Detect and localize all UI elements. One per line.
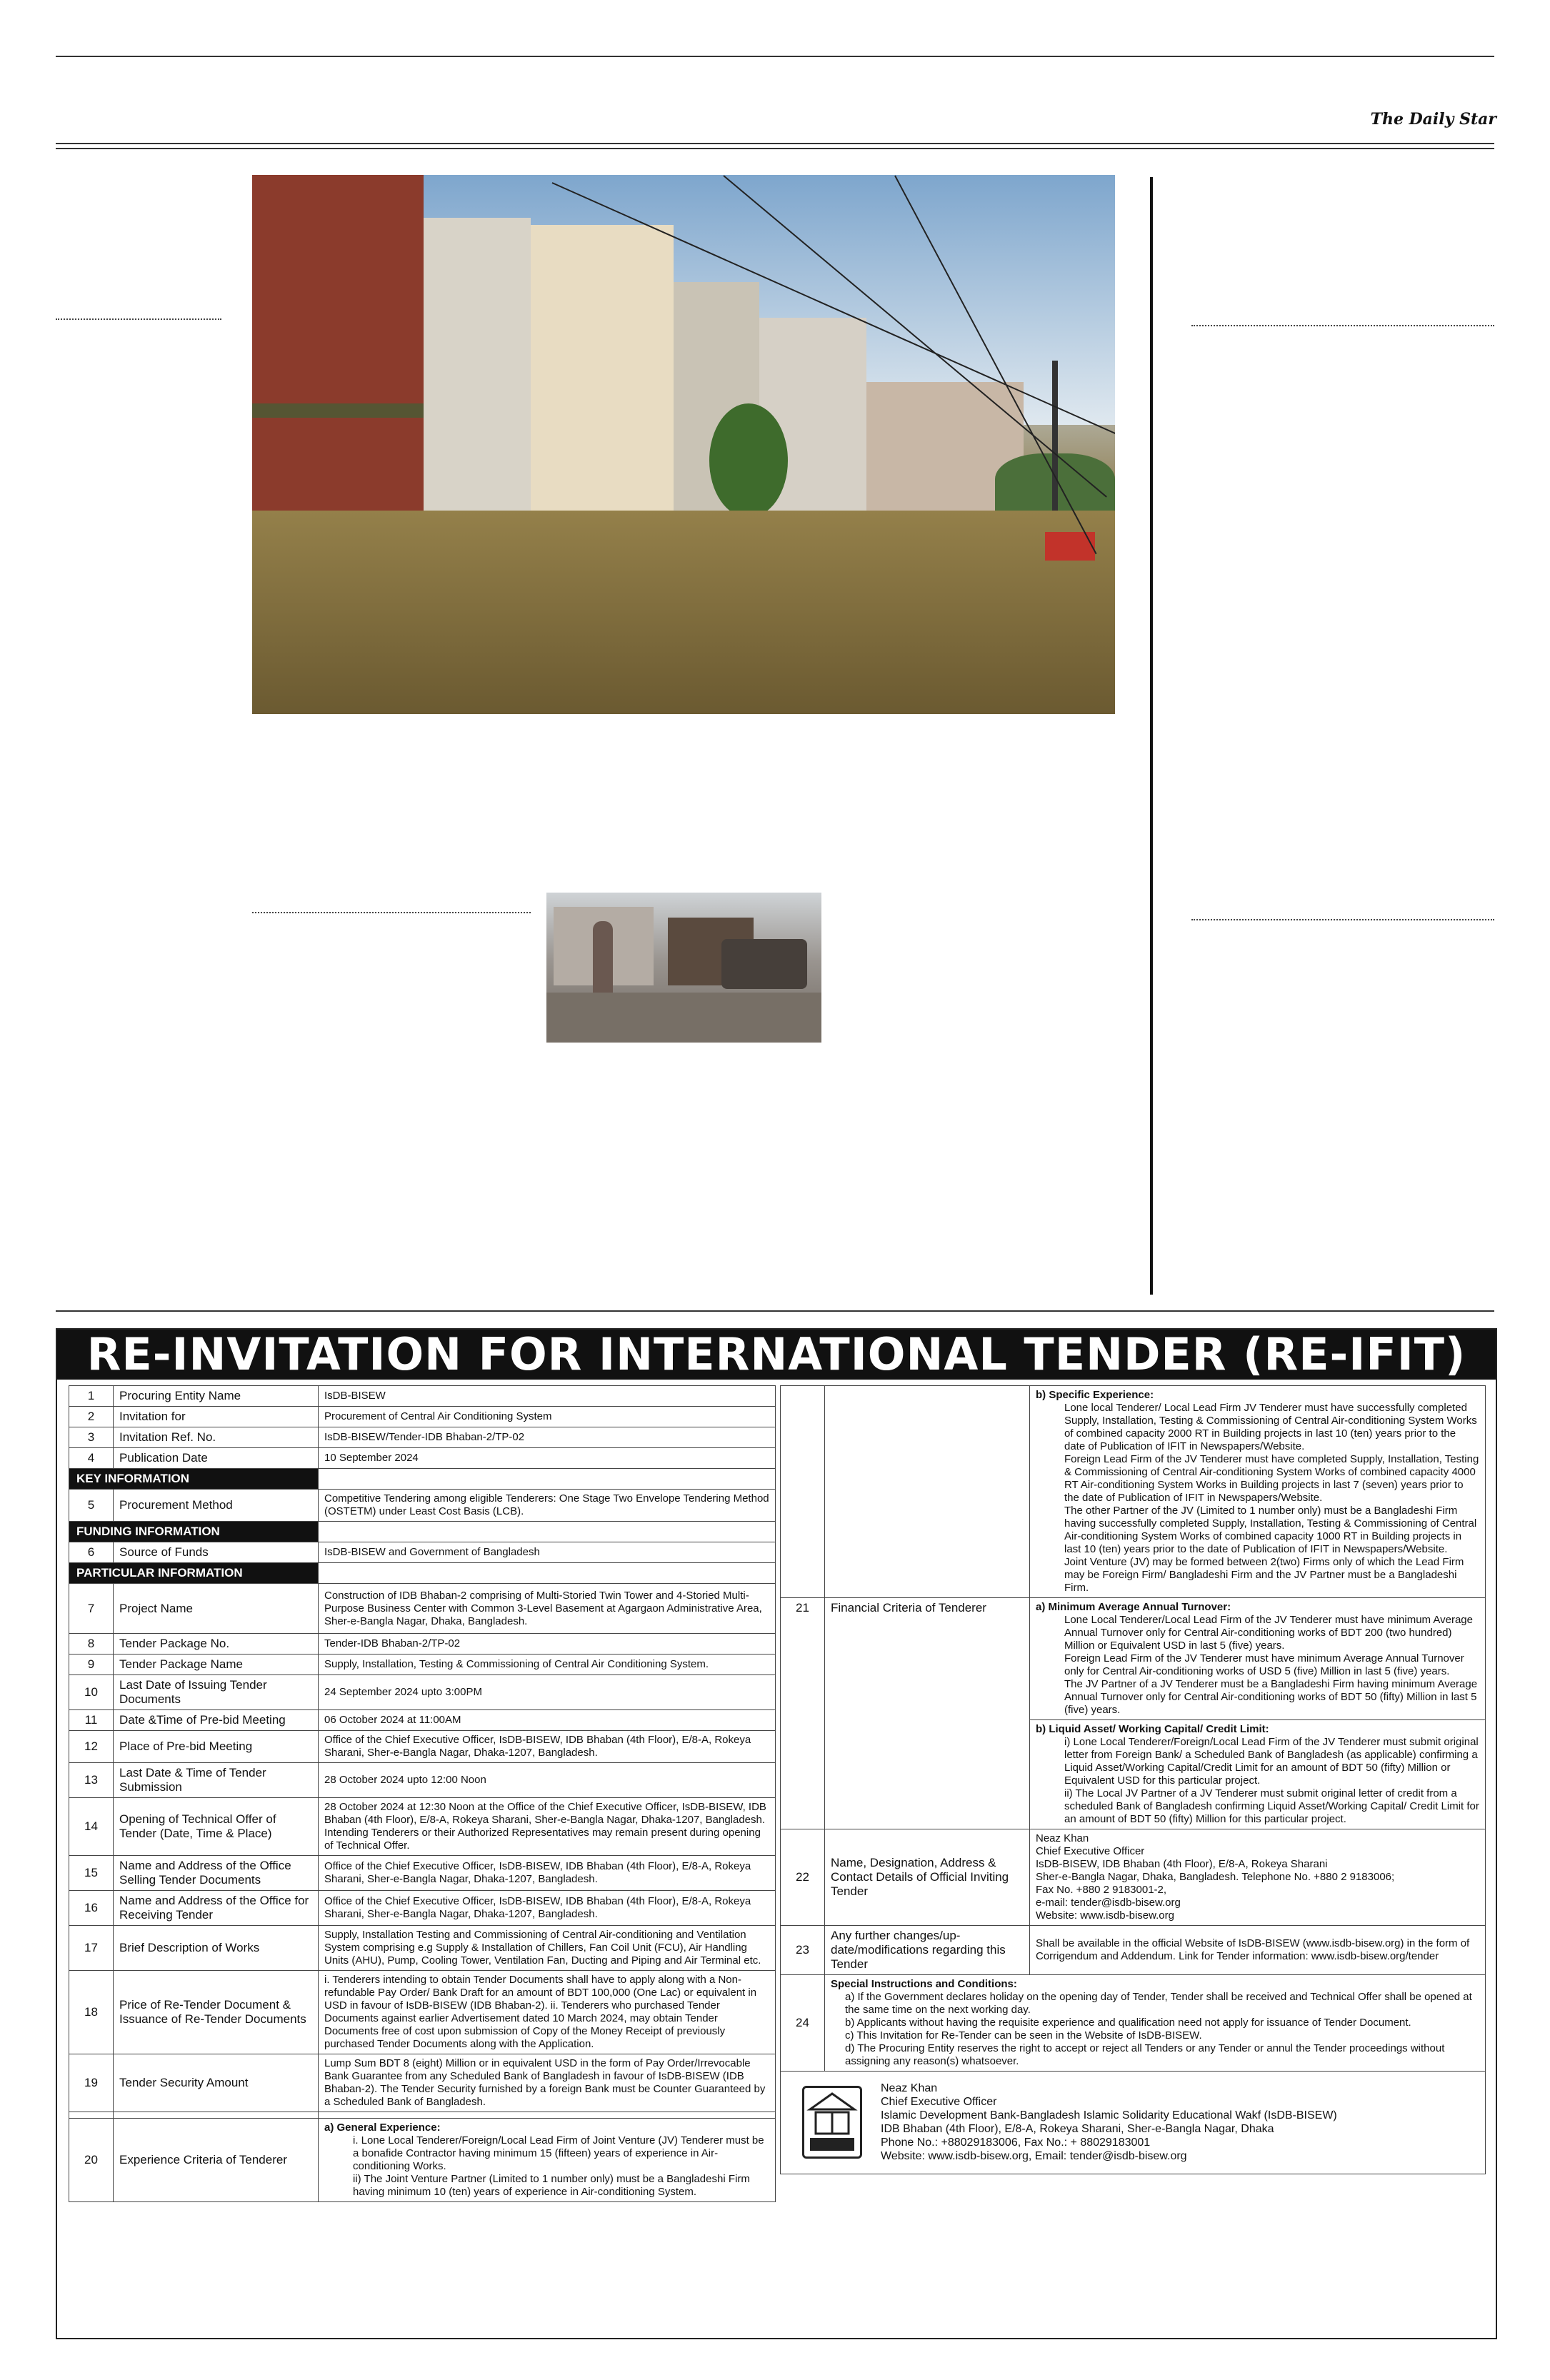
row-label: Last Date of Issuing Tender Documents (114, 1675, 319, 1710)
row-number: 16 (69, 1891, 114, 1926)
table-row (69, 1490, 776, 1522)
contact-line: Fax No. +880 2 9183001-2, (1036, 1884, 1167, 1896)
row-value: 06 October 2024 at 11:00AM (319, 1710, 776, 1731)
row-value: Competitive Tendering among eligible Tenderers: One Stage Two Envelope Tendering Method (OSTETM) under Least Cost Basis (LCB). (319, 1490, 776, 1522)
row-value (319, 2112, 776, 2119)
section-title: FUNDING INFORMATION (69, 1522, 319, 1542)
row-number: 5 (69, 1490, 114, 1522)
specific-experience-2: Foreign Lead Firm of the JV Tenderer must have completed Supply, Installation, Testing & Commissioning of Central Air-conditioning System Works of combined capacity 4000 RT Air-conditioning System Works in Building projects in last 7 (seven) years prior to the date of Publication of IFIT in Newspapers/Website. (1064, 1453, 1479, 1504)
vertical-column-rule (1150, 177, 1153, 1295)
row-number: 7 (69, 1584, 114, 1634)
row-value: 28 October 2024 at 12:30 Noon at the Office of the Chief Executive Officer, IsDB-BISEW, IDB Bhaban (4th Floor), E/8-A, Rokeya Sharani, Sher-e-Bangla Nagar, Dhaka-1207, Bangladesh. Intending Tenderers or their Authorized Representatives may remain present during opening of Technical Offer. (319, 1798, 776, 1856)
row-label: Source of Funds (114, 1542, 319, 1563)
row-number: 17 (69, 1926, 114, 1971)
table-row (69, 2112, 776, 2119)
row-label (825, 1386, 1030, 1598)
row-number: 20 (69, 2119, 114, 2202)
row-number: 23 (781, 1926, 825, 1975)
logo-book-icon (804, 2088, 860, 2156)
table-row (69, 1891, 776, 1926)
liquid-asset-1: i) Lone Local Tenderer/Foreign/Local Lead Firm of the JV Tenderer must submit original letter from Foreign Bank/ a Scheduled Bank of Bangladesh (as applicable) confirming a Liquid Asset/Working Capital/Credit Limit for an amount of BDT 50 (fifty) Million or Equivalent USD for this particular project. (1064, 1736, 1479, 1787)
contact-line: Sher-e-Bangla Nagar, Dhaka, Bangladesh. Telephone No. +880 2 9183006; (1036, 1871, 1395, 1883)
row-label: Invitation Ref. No. (114, 1427, 319, 1448)
row-label: Financial Criteria of Tenderer (825, 1598, 1030, 1829)
row-label: Name and Address of the Office for Receiving Tender (114, 1891, 319, 1926)
section-spacer (319, 1563, 776, 1584)
row-label: Price of Re-Tender Document & Issuance of Re-Tender Documents (114, 1971, 319, 2054)
table-row (69, 1856, 776, 1891)
row-value: 10 September 2024 (319, 1448, 776, 1469)
photo-small-debris (546, 993, 821, 1043)
row-value (1030, 1598, 1486, 1829)
table-row (69, 1427, 776, 1448)
table-row (69, 1731, 776, 1763)
section-title: PARTICULAR INFORMATION (69, 1563, 319, 1584)
signatory-name: Neaz Khan (881, 2082, 938, 2094)
row-label: Name and Address of the Office Selling Tender Documents (114, 1856, 319, 1891)
row-value: i. Tenderers intending to obtain Tender Documents shall have to apply along with a Non-refundable Pay Order/ Bank Draft for an amount of BDT 100,000 (One Lac) or equivalent in USD in favour of IsDB-BISEW (IDB Bhaban-2). ii. Tenderers who purchased Tender Documents against earlier Advertisement dated 10 March 2024, may obtain Tender Documents free of cost upon submission of Copy of the Money Receipt of previously purchased Tender Documents along with the Application. (319, 1971, 776, 2054)
masthead-rule-bottom (56, 148, 1494, 149)
table-row (69, 1675, 776, 1710)
flooded-street-photo (252, 175, 1115, 714)
table-row (69, 1542, 776, 1563)
photo-house-2 (424, 218, 531, 525)
photo-floodwater (252, 511, 1115, 714)
liquid-asset-2: ii) The Local JV Partner of a JV Tenderer must submit original letter of credit from a scheduled Bank of Bangladesh confirming Liquid Asset/Working Capital/ Credit Limit for an amount of BDT 50 (fifty) Million for this particular project. (1064, 1787, 1479, 1825)
row-label: Publication Date (114, 1448, 319, 1469)
turnover-2: Foreign Lead Firm of the JV Tenderer must have minimum Average Annual Turnover only for Central Air-conditioning works of USD 5 (five) Million in last 5 (five) years. (1064, 1652, 1464, 1677)
organization-address: IDB Bhaban (4th Floor), E/8-A, Rokeya Sharani, Sher-e-Bangla Nagar, Dhaka (881, 2123, 1274, 2135)
turnover-heading: a) Minimum Average Annual Turnover: (1036, 1601, 1231, 1613)
table-row (69, 1448, 776, 1469)
liquid-asset-heading: b) Liquid Asset/ Working Capital/ Credit Limit: (1036, 1723, 1269, 1735)
row-number: 21 (781, 1598, 825, 1829)
specific-experience-1: Lone local Tenderer/ Local Lead Firm JV Tenderer must have successfully completed Supply, Installation, Testing & Commissioning of Central Air-conditioning System Works of combined capacity 2000 RT in Building projects in last 10 (ten) years prior to the date of Publication of IFIT in Newspapers/Website. (1064, 1402, 1477, 1452)
contact-line: Neaz Khan (1036, 1832, 1089, 1844)
right-column-divider-1 (1191, 325, 1494, 326)
row-number: 2 (69, 1407, 114, 1427)
photo-house-3 (531, 225, 674, 525)
table-row (781, 1975, 1486, 2072)
row-label: Tender Package No. (114, 1634, 319, 1655)
special-instructions (825, 1975, 1486, 2072)
row-value: Procurement of Central Air Conditioning System (319, 1407, 776, 1427)
row-number: 10 (69, 1675, 114, 1710)
row-number (781, 1386, 825, 1598)
row-label: Experience Criteria of Tenderer (114, 2119, 319, 2202)
table-row (781, 1598, 1486, 1829)
instruction-c: c) This Invitation for Re-Tender can be seen in the Website of IsDB-BISEW. (845, 2029, 1202, 2042)
row-label: Opening of Technical Offer of Tender (Date, Time & Place) (114, 1798, 319, 1856)
row-label: Procuring Entity Name (114, 1386, 319, 1407)
table-row (69, 1971, 776, 2054)
isdb-bisew-logo (802, 2086, 862, 2159)
top-rule (56, 56, 1494, 57)
turnover-1: Lone Local Tenderer/Local Lead Firm of the JV Tenderer must have minimum Average Annual Turnover only for Central Air-conditioning works of BDT 200 (two hundred) Million or Equivalent USD in last 5 (five) years. (1064, 1614, 1473, 1652)
specific-experience (1030, 1386, 1486, 1598)
instruction-a: a) If the Government declares holiday on the opening day of Tender, Tender shall be received and Technical Offer shall be opened at the same time on the next working day. (845, 1991, 1472, 2016)
row-value: Office of the Chief Executive Officer, IsDB-BISEW, IDB Bhaban (4th Floor), E/8-A, Rokeya Sharani, Sher-e-Bangla Nagar, Dhaka-1207, Bangladesh. (319, 1891, 776, 1926)
row-number: 13 (69, 1763, 114, 1798)
row-number: 6 (69, 1542, 114, 1563)
row-value: Office of the Chief Executive Officer, IsDB-BISEW, IDB Bhaban (4th Floor), E/8-A, Rokeya Sharani, Sher-e-Bangla Nagar, Dhaka-1207, Bangladesh. (319, 1731, 776, 1763)
section-header-funding (69, 1522, 776, 1542)
row-number: 12 (69, 1731, 114, 1763)
row-label: Tender Security Amount (114, 2054, 319, 2112)
tender-title: RE-INVITATION FOR INTERNATIONAL TENDER (RE-IFIT) (57, 1330, 1496, 1380)
row-value (319, 2119, 776, 2202)
table-row (69, 2054, 776, 2112)
row-number: 22 (781, 1829, 825, 1926)
table-row (69, 2119, 776, 2202)
row-number: 14 (69, 1798, 114, 1856)
row-label: Procurement Method (114, 1490, 319, 1522)
photo-house-1 (252, 175, 424, 532)
tender-notice (56, 1328, 1497, 2339)
section-title: KEY INFORMATION (69, 1469, 319, 1490)
damaged-street-photo (546, 893, 821, 1043)
table-row (781, 1386, 1486, 1598)
row-value (1030, 1829, 1486, 1926)
row-number: 8 (69, 1634, 114, 1655)
row-number: 3 (69, 1427, 114, 1448)
row-value: Supply, Installation, Testing & Commissioning of Central Air Conditioning System. (319, 1655, 776, 1675)
row-label: Date &Time of Pre-bid Meeting (114, 1710, 319, 1731)
section-spacer (319, 1522, 776, 1542)
row-label: Any further changes/up-date/modifications regarding this Tender (825, 1926, 1030, 1975)
signature-text (881, 2082, 1337, 2163)
table-row (69, 1584, 776, 1634)
section-spacer (319, 1469, 776, 1490)
table-row (69, 1710, 776, 1731)
row-label: Last Date & Time of Tender Submission (114, 1763, 319, 1798)
row-label: Tender Package Name (114, 1655, 319, 1675)
general-experience-i: i. Lone Local Tenderer/Foreign/Local Lead Firm of Joint Venture (JV) Tenderer must be a bonafide Contractor having minimum 15 (fifteen) years of experience in Air-conditioning Works. (353, 2134, 764, 2172)
table-row (69, 1386, 776, 1407)
table-row (69, 1798, 776, 1856)
table-row (781, 1829, 1486, 1926)
general-experience-ii: ii) The Joint Venture Partner (Limited to 1 number only) must be a Bangladeshi Firm having minimum 10 (ten) years of experience in Air-conditioning System. (353, 2173, 750, 2198)
special-instructions-heading: Special Instructions and Conditions: (831, 1978, 1017, 1990)
row-number: 11 (69, 1710, 114, 1731)
tender-table-right (780, 1385, 1486, 2174)
masthead-rule-top (56, 143, 1494, 144)
row-value: Construction of IDB Bhaban-2 comprising of Multi-Storied Twin Tower and 4-Storied Multi-Purpose Business Center with Common 3-Level Basement at Agargaon Administrative Area, Sher-e-Bangla Nagar, Dhaka, Bangladesh. (319, 1584, 776, 1634)
left-column-divider (56, 318, 221, 320)
row-number: 24 (781, 1975, 825, 2072)
specific-experience-4: Joint Venture (JV) may be formed between 2(two) Firms only of which the Lead Firm may be Foreign Firm/ Bangladeshi Firm and the JV Partner must be a Bangladeshi Firm. (1064, 1556, 1464, 1594)
row-label (114, 2112, 319, 2119)
organization-web-email: Website: www.isdb-bisew.org, Email: tender@isdb-bisew.org (881, 2150, 1187, 2162)
masthead-logo: The Daily Star (1370, 110, 1496, 129)
general-experience-heading: a) General Experience: (324, 2122, 441, 2134)
photo-tree (709, 403, 788, 518)
tender-top-rule (56, 1310, 1494, 1312)
signatory-title: Chief Executive Officer (881, 2096, 997, 2108)
row-value: IsDB-BISEW (319, 1386, 776, 1407)
row-number: 15 (69, 1856, 114, 1891)
row-number: 1 (69, 1386, 114, 1407)
row-value: IsDB-BISEW/Tender-IDB Bhaban-2/TP-02 (319, 1427, 776, 1448)
row-number: 4 (69, 1448, 114, 1469)
table-row (69, 1926, 776, 1971)
row-number: 9 (69, 1655, 114, 1675)
row-number (69, 2112, 114, 2119)
contact-website: Website: www.isdb-bisew.org (1036, 1909, 1174, 1922)
row-label: Name, Designation, Address & Contact Details of Official Inviting Tender (825, 1829, 1030, 1926)
row-number: 18 (69, 1971, 114, 2054)
inner-divider (1030, 1719, 1485, 1720)
row-label: Brief Description of Works (114, 1926, 319, 1971)
organization-name: Islamic Development Bank-Bangladesh Islamic Solidarity Educational Wakf (IsDB-BISEW) (881, 2109, 1337, 2122)
photo-house-1-balcony (252, 403, 424, 418)
table-row (69, 1407, 776, 1427)
specific-experience-heading: b) Specific Experience: (1036, 1389, 1154, 1401)
row-value: 28 October 2024 upto 12:00 Noon (319, 1763, 776, 1798)
instruction-b: b) Applicants without having the requisite experience and qualification need not apply for issuance of Tender Document. (845, 2017, 1411, 2029)
tender-table-left (69, 1385, 776, 2202)
photo-small-vehicle (721, 939, 807, 989)
specific-experience-3: The other Partner of the JV (Limited to 1 number only) must be a Bangladeshi Firm having successfully completed Supply, Installation, Testing & Commissioning of Central Air-conditioning System Works of combined capacity 1000 RT in Building projects in last 10 (ten) years prior to the date of Publication of IFIT in Newspapers/Website. (1064, 1505, 1477, 1555)
table-row (69, 1634, 776, 1655)
row-label: Invitation for (114, 1407, 319, 1427)
table-row (781, 1926, 1486, 1975)
contact-line: IsDB-BISEW, IDB Bhaban (4th Floor), E/8-A, Rokeya Sharani (1036, 1858, 1328, 1870)
contact-line: Chief Executive Officer (1036, 1845, 1145, 1857)
section-header-key (69, 1469, 776, 1490)
signature-block (781, 2072, 1486, 2174)
row-label: Project Name (114, 1584, 319, 1634)
row-value: Office of the Chief Executive Officer, IsDB-BISEW, IDB Bhaban (4th Floor), E/8-A, Rokeya Sharani, Sher-e-Bangla Nagar, Dhaka-1207, Bangladesh. (319, 1856, 776, 1891)
section-header-particular (69, 1563, 776, 1584)
row-label: Place of Pre-bid Meeting (114, 1731, 319, 1763)
row-value: Tender-IDB Bhaban-2/TP-02 (319, 1634, 776, 1655)
row-value: Lump Sum BDT 8 (eight) Million or in equivalent USD in the form of Pay Order/Irrevocable Bank Guarantee from any Scheduled Bank of Bangladesh in favour of IsDB-BISEW (IDB Bhaban-2). The Tender Security furnished by a foreign Bank must be Counter Guaranteed by a Scheduled Bank of Bangladesh. (319, 2054, 776, 2112)
signature-row (781, 2072, 1486, 2174)
row-value: Supply, Installation Testing and Commissioning of Central Air-conditioning and Ventilation System comprising e.g Supply & Installation of Chillers, Fan Coil Unit (FCU), Air Handling Units (AHU), Pump, Cooling Tower, Ventilation Fan, Ducting and Piping and Air Terminal etc. (319, 1926, 776, 1971)
row-value: Shall be available in the official Website of IsDB-BISEW (www.isdb-bisew.org) in the form of Corrigendum and Addendum. Link for Tender information: www.isdb-bisew.org/tender (1030, 1926, 1486, 1975)
instruction-d: d) The Procuring Entity reserves the right to accept or reject all Tenders or any Tender or annul the Tender proceedings without assigning any reason(s) whatsoever. (845, 2042, 1445, 2067)
row-value: IsDB-BISEW and Government of Bangladesh (319, 1542, 776, 1563)
row-value: 24 September 2024 upto 3:00PM (319, 1675, 776, 1710)
right-column-divider-2 (1191, 919, 1494, 920)
table-row (69, 1655, 776, 1675)
table-row (69, 1763, 776, 1798)
contact-email: e-mail: tender@isdb-bisew.org (1036, 1897, 1181, 1909)
row-number: 19 (69, 2054, 114, 2112)
turnover-3: The JV Partner of a JV Tenderer must be a Bangladeshi Firm having minimum Average Annual Turnover only for Central Air-conditioning works of BDT 50 (fifty) Million in last 5 (five) years. (1064, 1678, 1478, 1716)
organization-phone: Phone No.: +88029183006, Fax No.: + 88029183001 (881, 2137, 1151, 2149)
middle-column-divider (252, 912, 531, 913)
